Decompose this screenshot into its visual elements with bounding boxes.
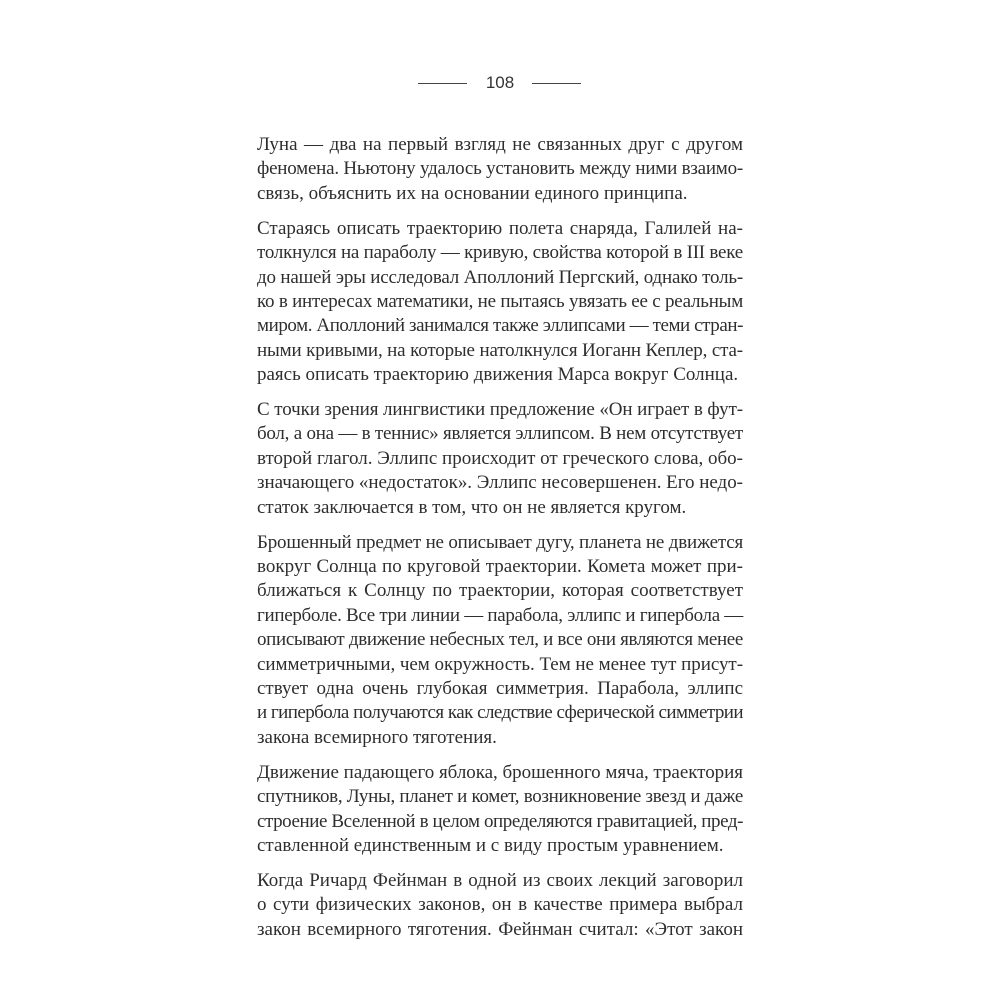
- text-line-content: Когда Ричард Фейнман в одной из своих лекций заговорил: [257, 869, 744, 891]
- text-line-content: значающего «недостаток». Эллипс несовершенен. Его недо-: [257, 472, 743, 494]
- text-line: [257, 290, 743, 314]
- text-line-content: Движение падающего яблока, брошенного мяча, траектория: [257, 761, 743, 783]
- text-line: [257, 761, 743, 785]
- text-line: [257, 314, 743, 338]
- body-text: [257, 133, 743, 953]
- text-line: [257, 157, 743, 181]
- text-line-content: ставленной единственным и с виду простым уравнением.: [257, 834, 724, 856]
- text-line: [257, 133, 743, 157]
- text-line: [257, 604, 743, 628]
- text-line-content: описывают движение небесных тел, и все они являются менее: [257, 629, 743, 651]
- text-line: [257, 893, 743, 917]
- text-line-content: ко в интересах математики, не пытаясь увязать ее с реальным: [257, 290, 743, 312]
- text-line-content: второй глагол. Эллипс происходит от греческого слова, обо-: [257, 447, 743, 469]
- text-line-content: раясь описать траекторию движения Марса вокруг Солнца.: [257, 364, 739, 386]
- text-line: [257, 677, 743, 701]
- text-line-content: Луна — два на первый взгляд не связанных друг с другом: [257, 134, 743, 155]
- text-line: [257, 471, 743, 495]
- text-line: [257, 810, 743, 834]
- text-line-content: статок заключается в том, что он не является кругом.: [257, 496, 687, 518]
- text-line: [257, 726, 743, 750]
- text-line-content: Стараясь описать траекторию полета снаряда, Галилей на-: [257, 217, 743, 239]
- page-number: 108: [485, 73, 515, 92]
- text-line: [257, 182, 743, 206]
- text-line: [257, 496, 743, 520]
- text-line: [257, 422, 743, 446]
- text-line: [257, 653, 743, 677]
- paragraph: [257, 531, 743, 751]
- text-line-content: миром. Аполлоний занимался также эллипсами — теми стран-: [257, 315, 743, 337]
- text-line: [257, 398, 743, 422]
- text-line-content: ближаться к Солнцу по траектории, которая соответствует: [257, 580, 743, 602]
- text-line-content: спутников, Луны, планет и комет, возникновение звезд и даже: [257, 786, 743, 808]
- paragraph: [257, 761, 743, 859]
- text-line-content: закон всемирного тяготения. Фейнман считал: «Этот закон: [257, 918, 743, 940]
- paragraph: [257, 869, 743, 942]
- text-line-content: связь, объяснить их на основании единого принципа.: [257, 182, 688, 204]
- text-line: [257, 869, 743, 893]
- text-line: [257, 447, 743, 471]
- text-line: [257, 579, 743, 603]
- text-line-content: и гипербола получаются как следствие сферической симметрии: [257, 702, 743, 724]
- text-line: [257, 339, 743, 363]
- text-line: [257, 266, 743, 290]
- text-line-content: ными кривыми, на которые натолкнулся Иоганн Кеплер, ста-: [257, 339, 743, 361]
- text-line-content: ствует одна очень глубокая симметрия. Парабола, эллипс: [257, 678, 743, 700]
- text-line-content: бол, а она — в теннис» является эллипсом. В нем отсутствует: [257, 423, 743, 445]
- text-line-content: толкнулся на параболу — кривую, свойства которой в III веке: [257, 242, 743, 264]
- text-line: [257, 363, 743, 387]
- paragraph: [257, 398, 743, 520]
- text-line-content: закона всемирного тяготения.: [257, 726, 497, 748]
- text-line: [257, 834, 743, 858]
- page-header: [0, 70, 1000, 96]
- text-line-content: вокруг Солнца по круговой траектории. Комета может при-: [257, 556, 743, 577]
- text-line: [257, 555, 743, 579]
- text-line-content: о сути физических законов, он в качестве примера выбрал: [257, 894, 743, 916]
- text-line: [257, 701, 743, 725]
- text-line: [257, 628, 743, 652]
- text-line-content: феномена. Ньютону удалось установить между ними взаимо-: [257, 158, 743, 180]
- text-line-content: Брошенный предмет не описывает дугу, планета не движется: [257, 531, 743, 553]
- text-line: [257, 217, 743, 241]
- paragraph: [257, 217, 743, 388]
- text-line-content: С точки зрения лингвистики предложение «Он играет в фут-: [257, 399, 743, 421]
- text-line: [257, 918, 743, 942]
- text-line: [257, 241, 743, 265]
- text-line: [257, 531, 743, 555]
- text-line-content: строение Вселенной в целом определяются гравитацией, пред-: [257, 810, 743, 832]
- text-line-content: до нашей эры исследовал Аполлоний Пергский, однако толь-: [257, 266, 743, 288]
- text-line: [257, 785, 743, 809]
- text-line-content: гиперболе. Все три линии — парабола, эллипс и гипербола —: [257, 604, 743, 626]
- header-rule-right: [532, 83, 581, 84]
- paragraph: [257, 133, 743, 206]
- text-line-content: симметричными, чем окружность. Тем не менее тут присут-: [257, 653, 743, 675]
